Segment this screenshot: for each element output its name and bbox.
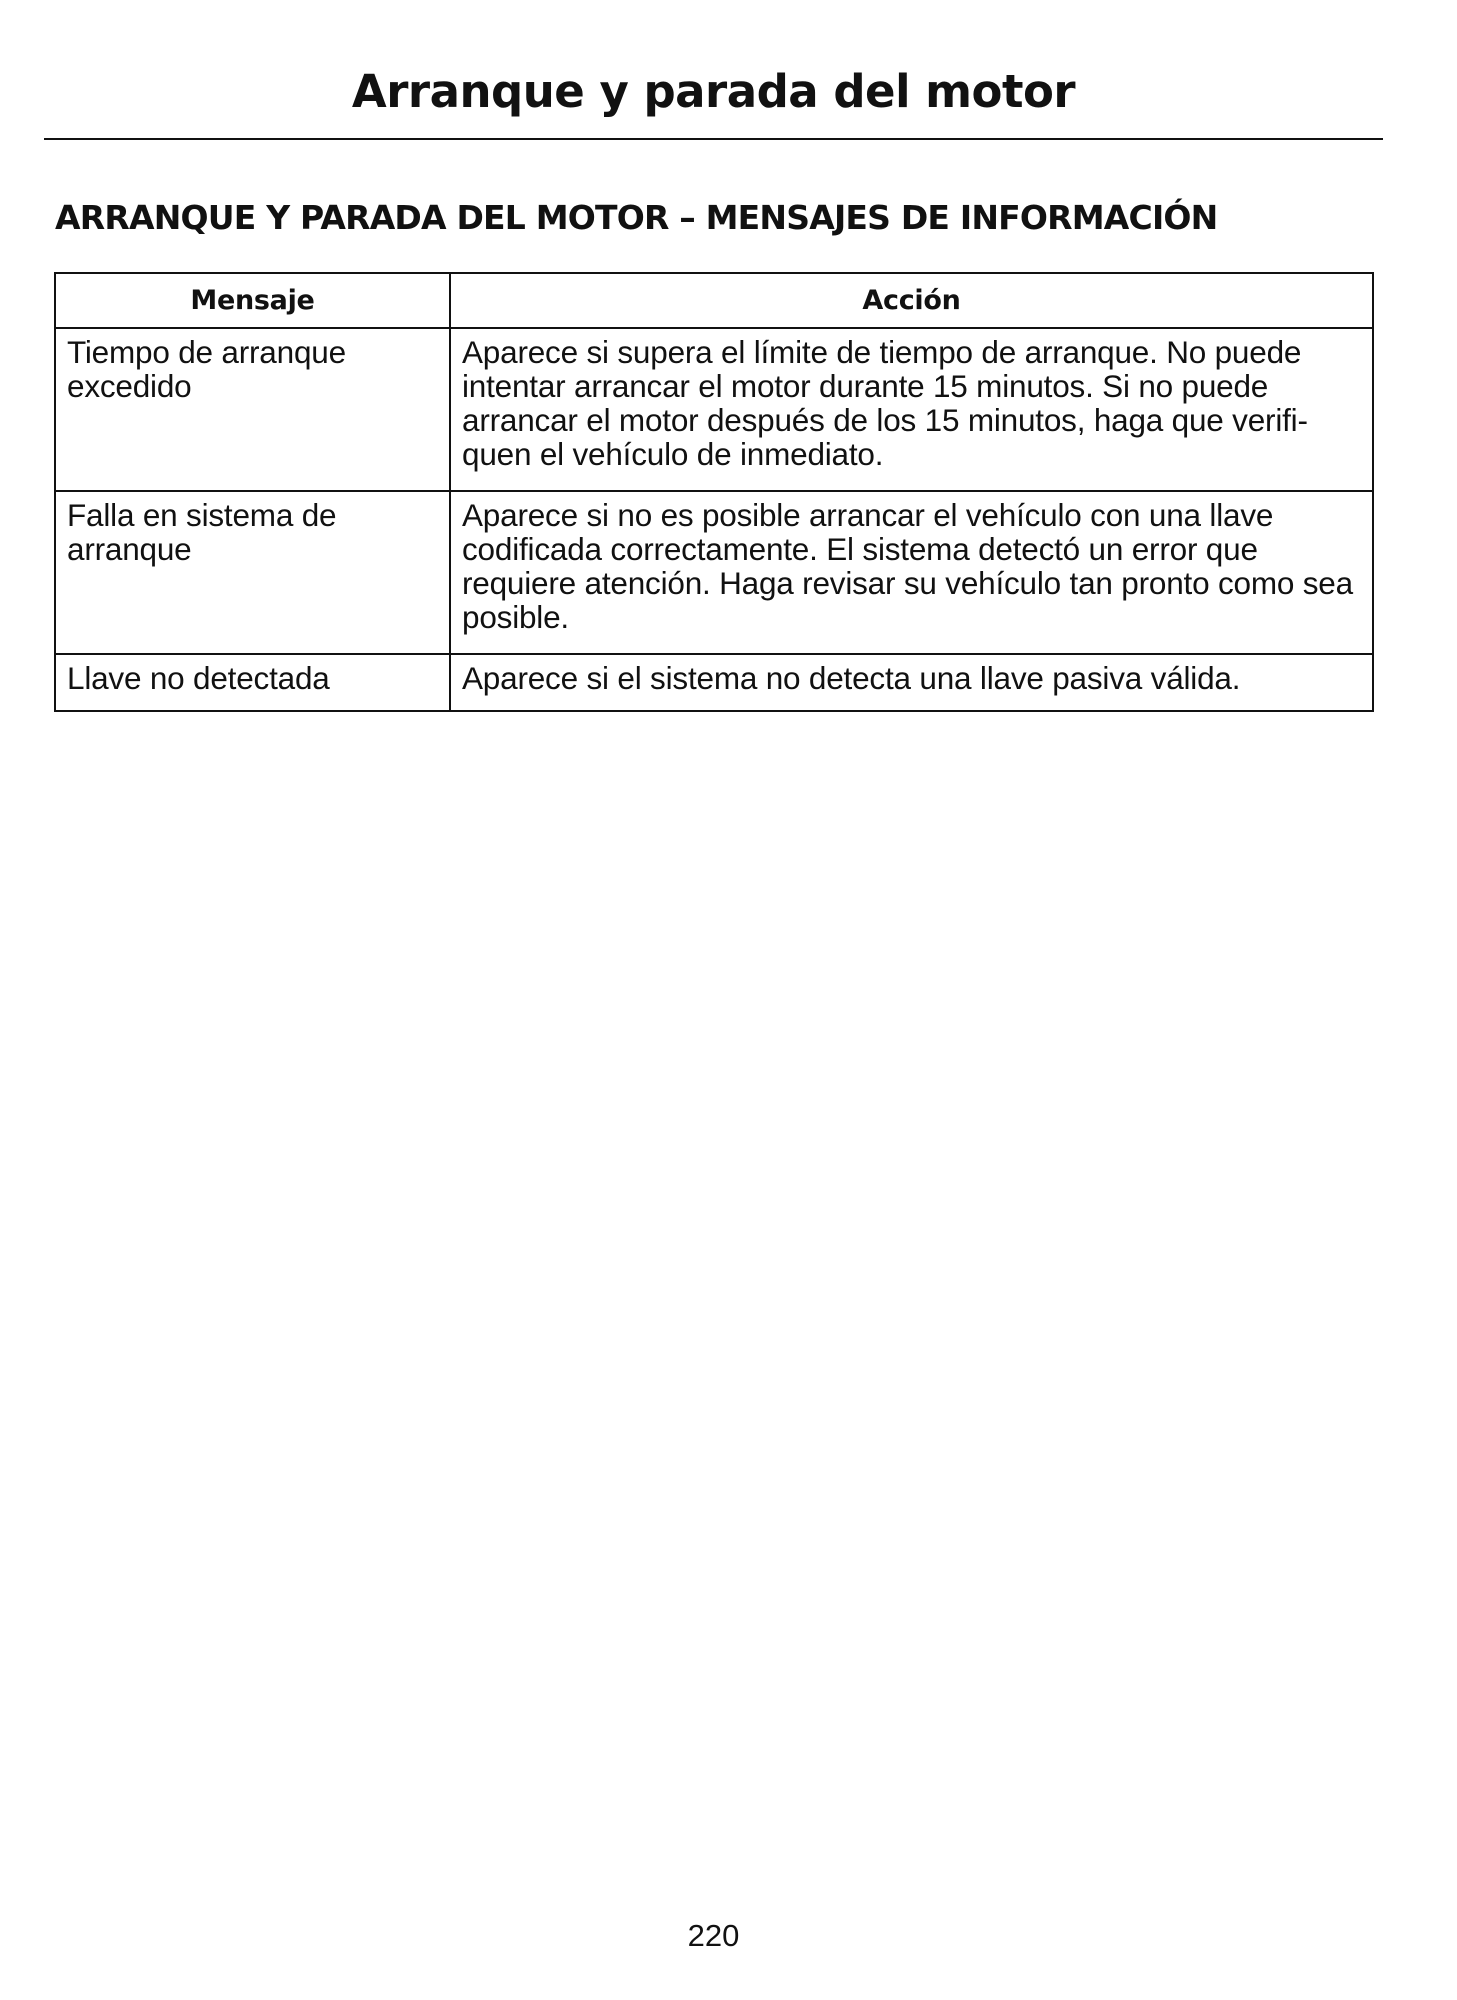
message-cell: Llave no detectada — [55, 654, 450, 711]
table-row — [55, 491, 1373, 654]
message-cell: Tiempo de arranque excedido — [55, 328, 450, 491]
column-header-action: Acción — [450, 273, 1373, 328]
page-number: 220 — [687, 1918, 740, 1953]
page-title: Arranque y parada del motor — [351, 65, 1076, 118]
message-cell: Falla en sistema de arranque — [55, 491, 450, 654]
action-cell: Aparece si supera el límite de tiempo de arranque. No puede intentar arrancar el motor durante 15 minutos. Si no puede arrancar el motor después de los 15 minutos, haga que verifi-quen el vehículo de inmediato. — [450, 328, 1373, 491]
column-header-message: Mensaje — [55, 273, 450, 328]
header-divider — [44, 138, 1383, 140]
table-row — [55, 328, 1373, 491]
table-header-row — [55, 273, 1373, 328]
action-cell: Aparece si no es posible arrancar el vehículo con una llave codificada correctamente. El sistema detectó un error que requiere atención. Haga revisar su vehículo tan pronto como sea posible. — [450, 491, 1373, 654]
section-heading: ARRANQUE Y PARADA DEL MOTOR – MENSAJES DE INFORMACIÓN — [55, 198, 1218, 237]
info-messages-table — [54, 272, 1374, 712]
action-cell: Aparece si el sistema no detecta una llave pasiva válida. — [450, 654, 1373, 711]
table-row — [55, 654, 1373, 711]
